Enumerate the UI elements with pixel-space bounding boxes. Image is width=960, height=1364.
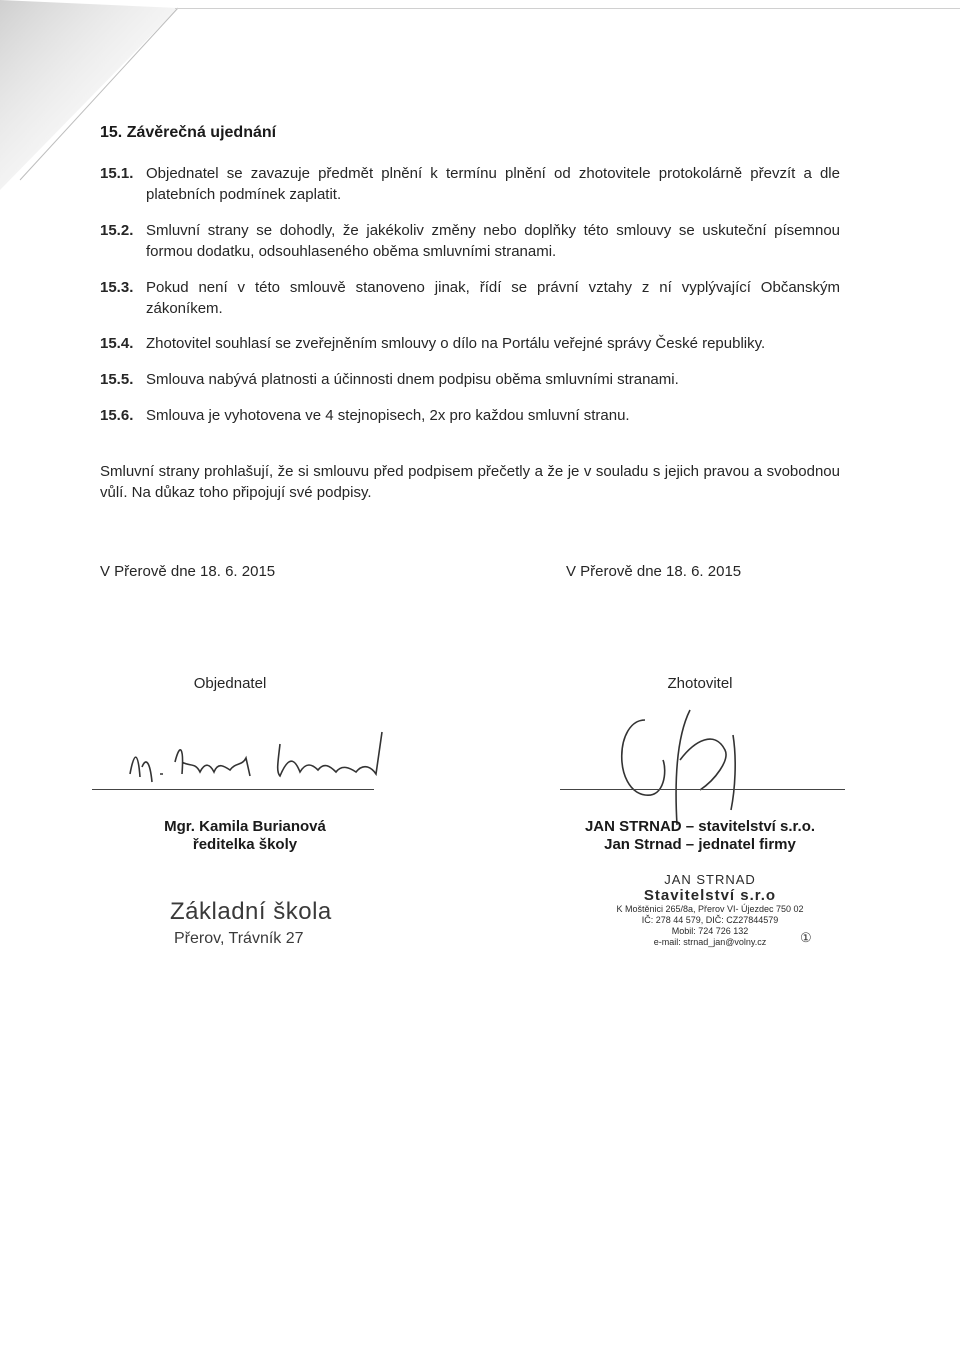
school-stamp-address: Přerov, Trávník 27 bbox=[174, 930, 304, 947]
clause-text: Smluvní strany se dohodly, že jakékoliv změny nebo doplňky této smlouvy se uskuteční písemnou formou dodatku, odsouhlaseného oběma smluvními stranami. bbox=[146, 222, 840, 260]
right-place-date: V Přerově dne 18. 6. 2015 bbox=[566, 563, 742, 580]
company-stamp-line-2: Stavitelství s.r.o bbox=[643, 887, 777, 904]
clause-15-3 bbox=[100, 277, 840, 319]
school-stamp bbox=[170, 898, 332, 948]
clause-text: Pokud není v této smlouvě stanoveno jinak, řídí se právní vztahy z ní vyplývající Občanským zákoníkem. bbox=[146, 279, 840, 317]
clause-number: 15.3. bbox=[100, 279, 134, 296]
right-company-name: JAN STRNAD – stavitelství s.r.o. bbox=[584, 818, 816, 835]
company-stamp bbox=[600, 872, 820, 948]
clause-number: 15.4. bbox=[100, 335, 134, 352]
left-signatory-title: ředitelka školy bbox=[192, 836, 298, 853]
right-signature bbox=[605, 700, 755, 830]
stamp-number-mark: ① bbox=[800, 930, 812, 945]
left-signature bbox=[120, 722, 400, 792]
clause-text: Smlouva nabývá platnosti a účinnosti dnem podpisu oběma smluvními stranami. bbox=[146, 371, 679, 388]
company-stamp-phone: Mobil: 724 726 132 bbox=[671, 926, 749, 936]
left-signature-line bbox=[92, 789, 374, 790]
declaration-paragraph: Smluvní strany prohlašují, že si smlouvu před podpisem přečetly a že je v souladu s jejich pravou a svobodnou vůlí. Na důkaz toho připojují své podpisy. bbox=[100, 463, 840, 501]
clause-number: 15.6. bbox=[100, 407, 134, 424]
company-stamp-email: e-mail: strnad_jan@volny.cz bbox=[653, 937, 767, 947]
clause-15-1 bbox=[100, 163, 840, 205]
clause-15-4 bbox=[100, 333, 840, 354]
clause-number: 15.2. bbox=[100, 222, 134, 239]
clause-text: Smlouva je vyhotovena ve 4 stejnopisech, 2x pro každou smluvní stranu. bbox=[146, 407, 630, 424]
clause-15-2 bbox=[100, 220, 840, 262]
clause-text: Objednatel se zavazuje předmět plnění k termínu plnění od zhotovitele protokolárně převzít a dle platebních podmínek zaplatit. bbox=[146, 165, 840, 203]
company-stamp-address: K Moštěnici 265/8a, Přerov VI- Újezdec 750 02 bbox=[616, 904, 804, 914]
left-signatory-name: Mgr. Kamila Burianová bbox=[164, 818, 326, 835]
left-role-label: Objednatel bbox=[193, 675, 267, 692]
school-stamp-name: Základní škola bbox=[170, 898, 332, 925]
right-signature-line bbox=[560, 789, 845, 790]
left-place-date: V Přerově dne 18. 6. 2015 bbox=[100, 563, 276, 580]
right-role-label: Zhotovitel bbox=[667, 675, 733, 692]
top-edge-line bbox=[175, 8, 960, 9]
company-stamp-line-1: JAN STRNAD bbox=[664, 872, 756, 887]
clause-15-6 bbox=[100, 405, 840, 426]
company-stamp-ids: IČ: 278 44 579, DIČ: CZ27844579 bbox=[641, 915, 779, 925]
clause-text: Zhotovitel souhlasí se zveřejněním smlouvy o dílo na Portálu veřejné správy České republiky. bbox=[146, 335, 766, 352]
clause-15-5 bbox=[100, 369, 840, 390]
section-heading: 15. Závěrečná ujednání bbox=[100, 124, 277, 141]
right-signatory-title: Jan Strnad – jednatel firmy bbox=[604, 836, 796, 853]
clause-number: 15.5. bbox=[100, 371, 134, 388]
clause-number: 15.1. bbox=[100, 165, 134, 182]
